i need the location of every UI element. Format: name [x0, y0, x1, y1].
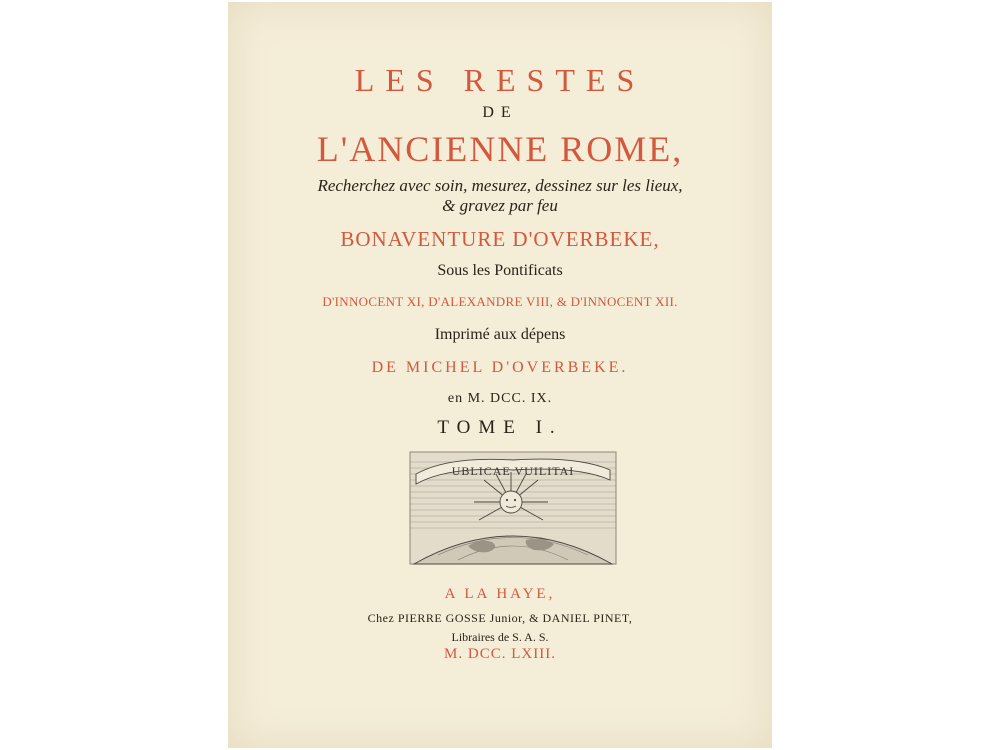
vignette-motto: UBLICAE VUILITAI: [451, 464, 575, 478]
subtitle-line-gravez: & gravez par feu: [442, 196, 558, 215]
publisher-name: DE MICHEL D'OVERBEKE.: [371, 359, 629, 376]
author-name: BONAVENTURE D'OVERBEKE,: [340, 227, 660, 251]
imprint-libraires: Libraires de S. A. S.: [451, 630, 549, 644]
imprint-printers: Chez PIERRE GOSSE Junior, & DANIEL PINET,: [367, 611, 633, 625]
title-line-les-restes: LES RESTES: [354, 62, 646, 98]
popes-line: D'INNOCENT XI, D'ALEXANDRE VIII, & D'INNOCENT XII.: [322, 294, 678, 309]
imprint-date: M. DCC. LXIII.: [444, 646, 556, 662]
first-date-line: en M. DCC. IX.: [447, 391, 553, 406]
imprint-city: A LA HAYE,: [444, 586, 556, 602]
title-line-de: DE: [482, 104, 518, 121]
sun-globe-vignette: [408, 450, 618, 566]
title-page: [228, 2, 772, 748]
imprime-line: Imprimé aux dépens: [434, 326, 566, 343]
pontificats-line: Sous les Pontificats: [437, 262, 563, 279]
title-line-ancienne-rome: L'ANCIENNE ROME,: [316, 129, 684, 169]
subtitle-line-recherchez: Recherchez avec soin, mesurez, dessinez sur les lieux,: [317, 176, 683, 195]
volume-line: TOME I.: [437, 417, 563, 438]
